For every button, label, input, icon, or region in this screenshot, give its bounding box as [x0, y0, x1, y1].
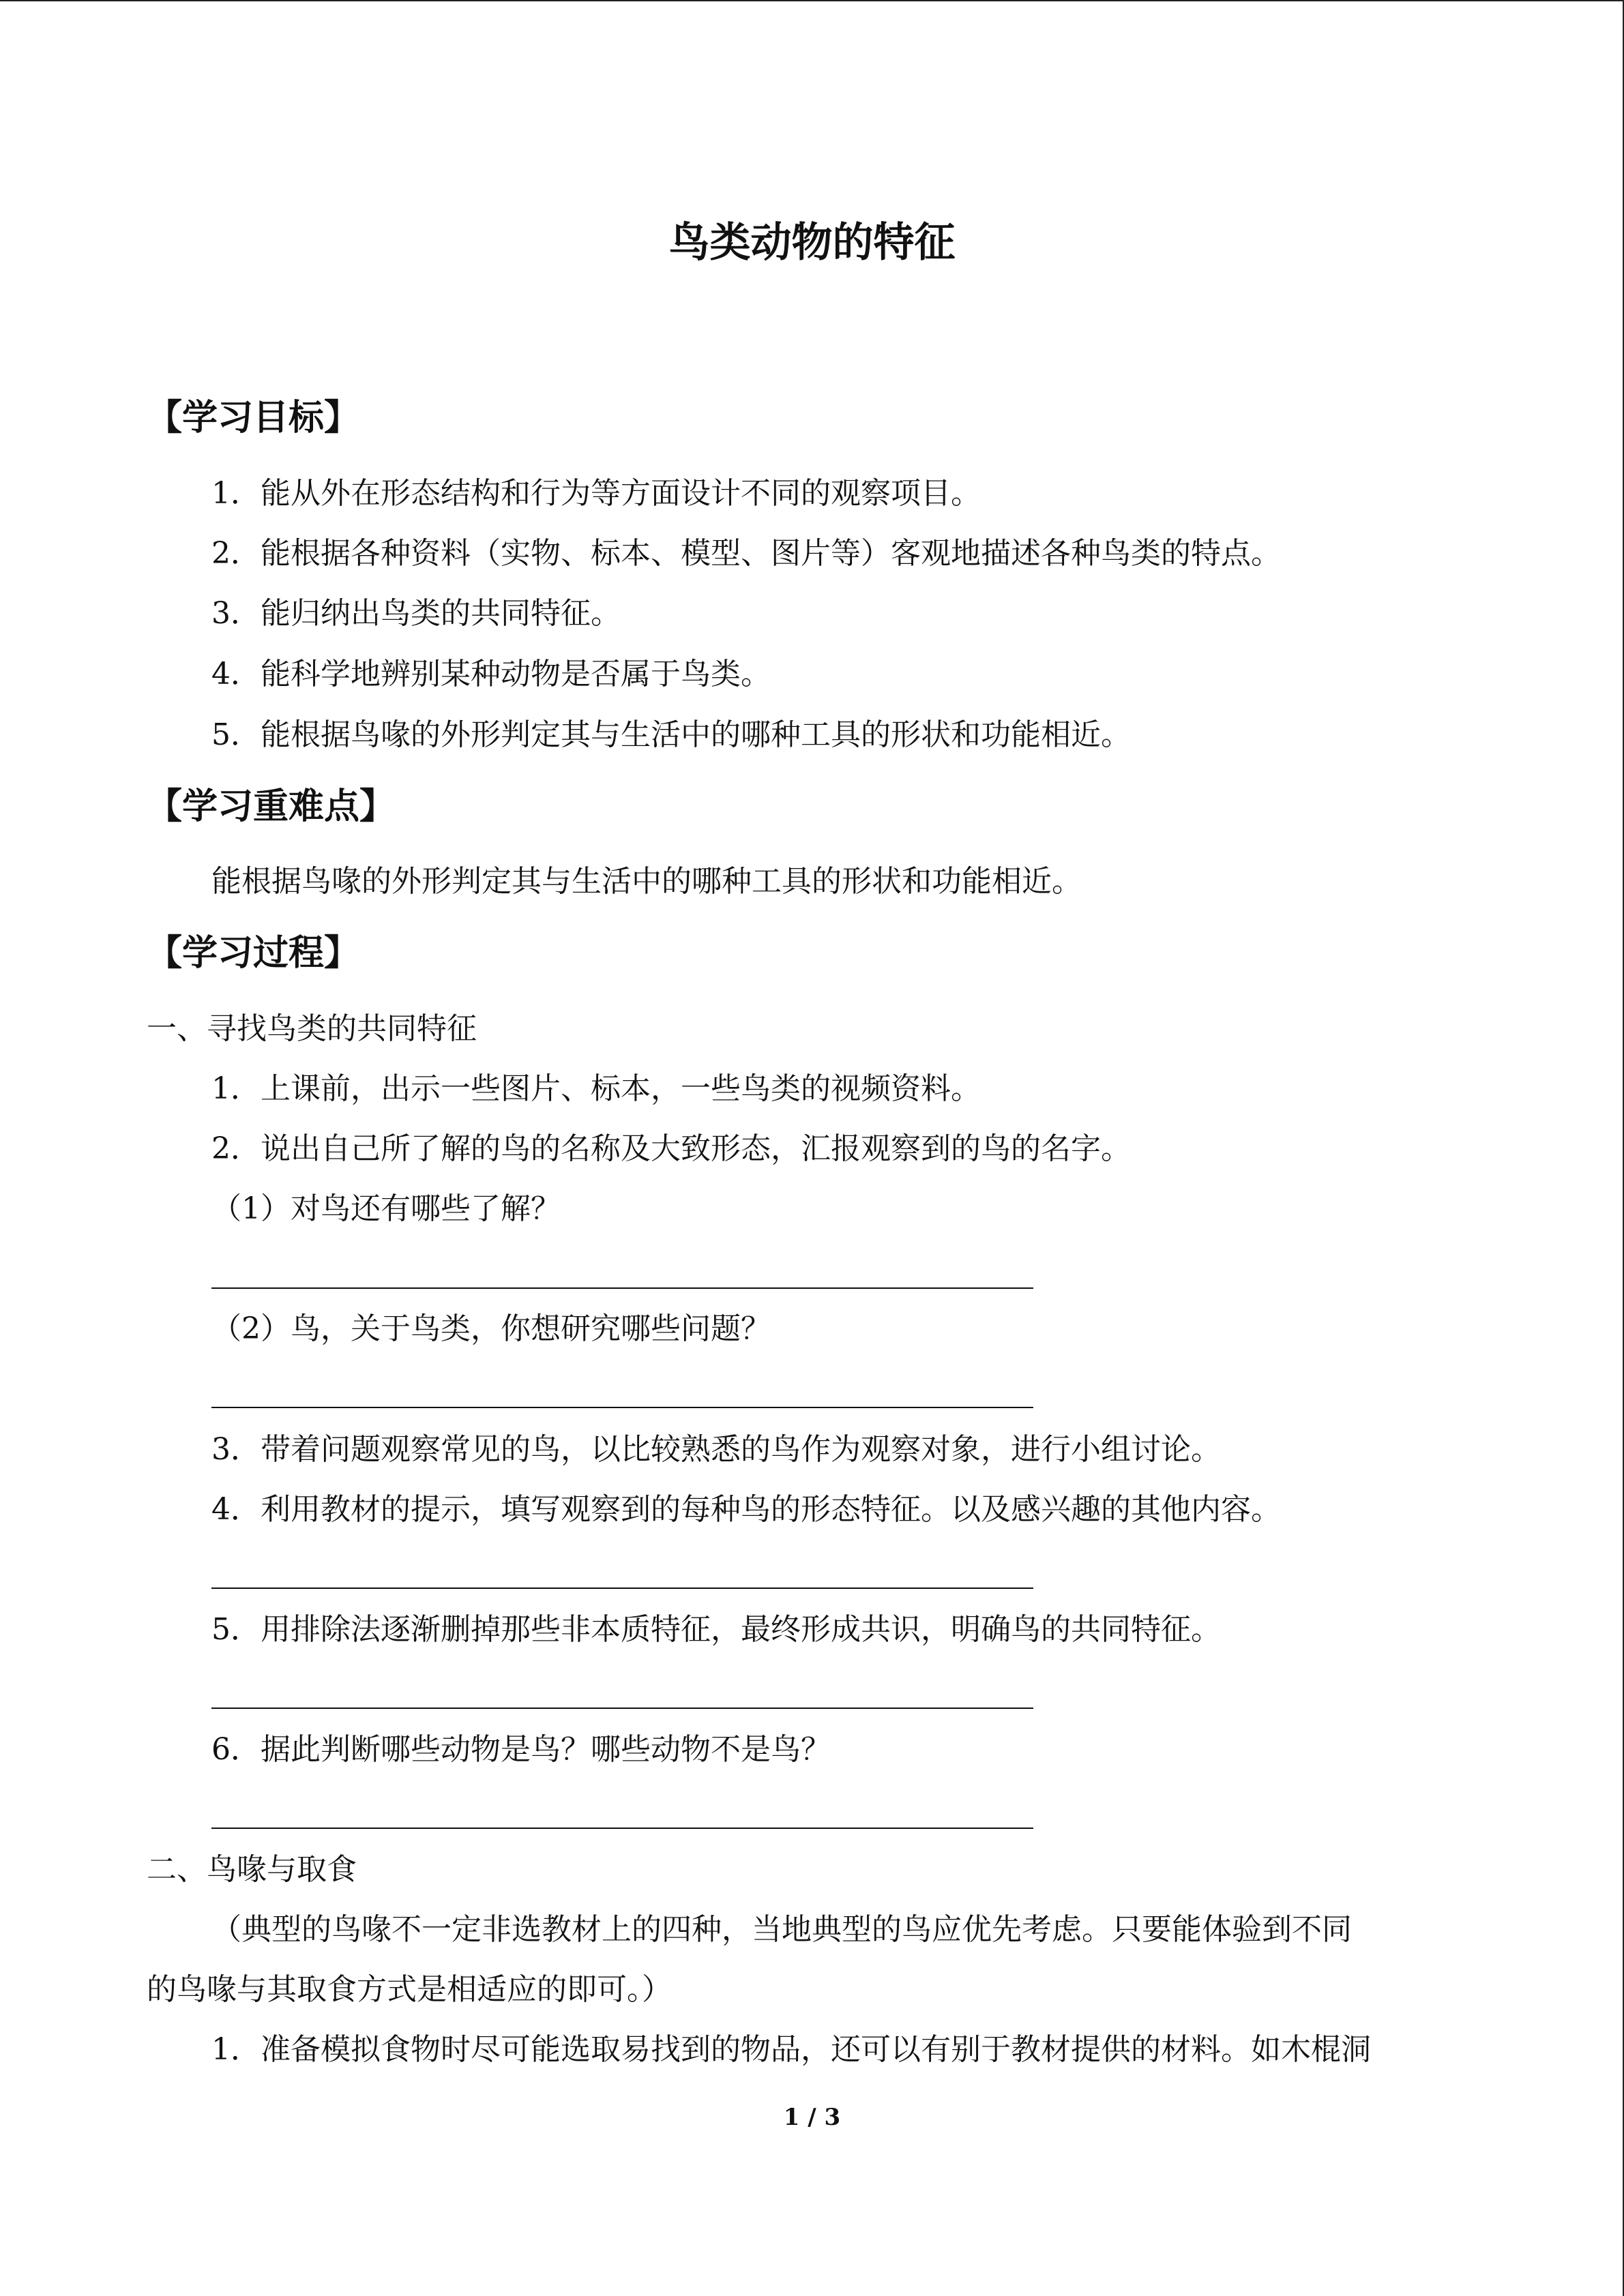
part2-title: 二、鸟喙与取食: [147, 1852, 357, 1887]
part1-sub-question-1: （1）对鸟还有哪些了解？: [211, 1191, 561, 1226]
part1-item-2: 2．说出自己所了解的鸟的名称及大致形态，汇报观察到的鸟的名字。: [211, 1131, 1131, 1166]
part1-item-4: 4．利用教材的提示，填写观察到的每种鸟的形态特征。以及感兴趣的其他内容。: [211, 1492, 1281, 1527]
page-number: 1 / 3: [783, 2104, 841, 2131]
part1-title: 一、寻找鸟类的共同特征: [147, 1011, 477, 1046]
goal-item-3: 3．能归纳出鸟类的共同特征。: [211, 596, 621, 631]
part1-item-3: 3．带着问题观察常见的鸟，以比较熟悉的鸟作为观察对象，进行小组讨论。: [211, 1432, 1221, 1467]
answer-line-3[interactable]: [211, 1587, 1033, 1589]
part2-note-line-1: （典型的鸟喙不一定非选教材上的四种，当地典型的鸟应优先考虑。只要能体验到不同: [211, 1912, 1352, 1947]
key-points-text: 能根据鸟喙的外形判定其与生活中的哪种工具的形状和功能相近。: [211, 864, 1082, 899]
page-border-top: [0, 0, 1624, 1]
answer-line-5[interactable]: [211, 1828, 1033, 1829]
heading-key-points: 【学习重难点】: [147, 786, 396, 827]
answer-line-2[interactable]: [211, 1407, 1033, 1408]
part1-sub-question-2: （2）鸟，关于鸟类，你想研究哪些问题？: [211, 1311, 771, 1346]
part1-item-5: 5．用排除法逐渐删掉那些非本质特征，最终形成共识，明确鸟的共同特征。: [211, 1612, 1221, 1647]
part2-note-line-2: 的鸟喙与其取食方式是相适应的即可。）: [147, 1972, 672, 2007]
part2-item-1: 1．准备模拟食物时尽可能选取易找到的物品，还可以有别于教材提供的材料。如木棍洞: [211, 2032, 1371, 2067]
goal-item-4: 4．能科学地辨别某种动物是否属于鸟类。: [211, 657, 771, 691]
goal-item-2: 2．能根据各种资料（实物、标本、模型、图片等）客观地描述各种鸟类的特点。: [211, 536, 1281, 571]
goal-item-5: 5．能根据鸟喙的外形判定其与生活中的哪种工具的形状和功能相近。: [211, 717, 1131, 752]
answer-line-4[interactable]: [211, 1708, 1033, 1709]
answer-line-1[interactable]: [211, 1287, 1033, 1289]
part1-item-6: 6．据此判断哪些动物是鸟？哪些动物不是鸟？: [211, 1732, 831, 1767]
heading-learning-process: 【学习过程】: [147, 933, 360, 974]
part1-item-1: 1．上课前，出示一些图片、标本，一些鸟类的视频资料。: [211, 1071, 981, 1106]
goal-item-1: 1．能从外在形态结构和行为等方面设计不同的观察项目。: [211, 476, 981, 511]
heading-learning-goals: 【学习目标】: [147, 398, 360, 438]
page-title: 鸟类动物的特征: [668, 219, 956, 267]
